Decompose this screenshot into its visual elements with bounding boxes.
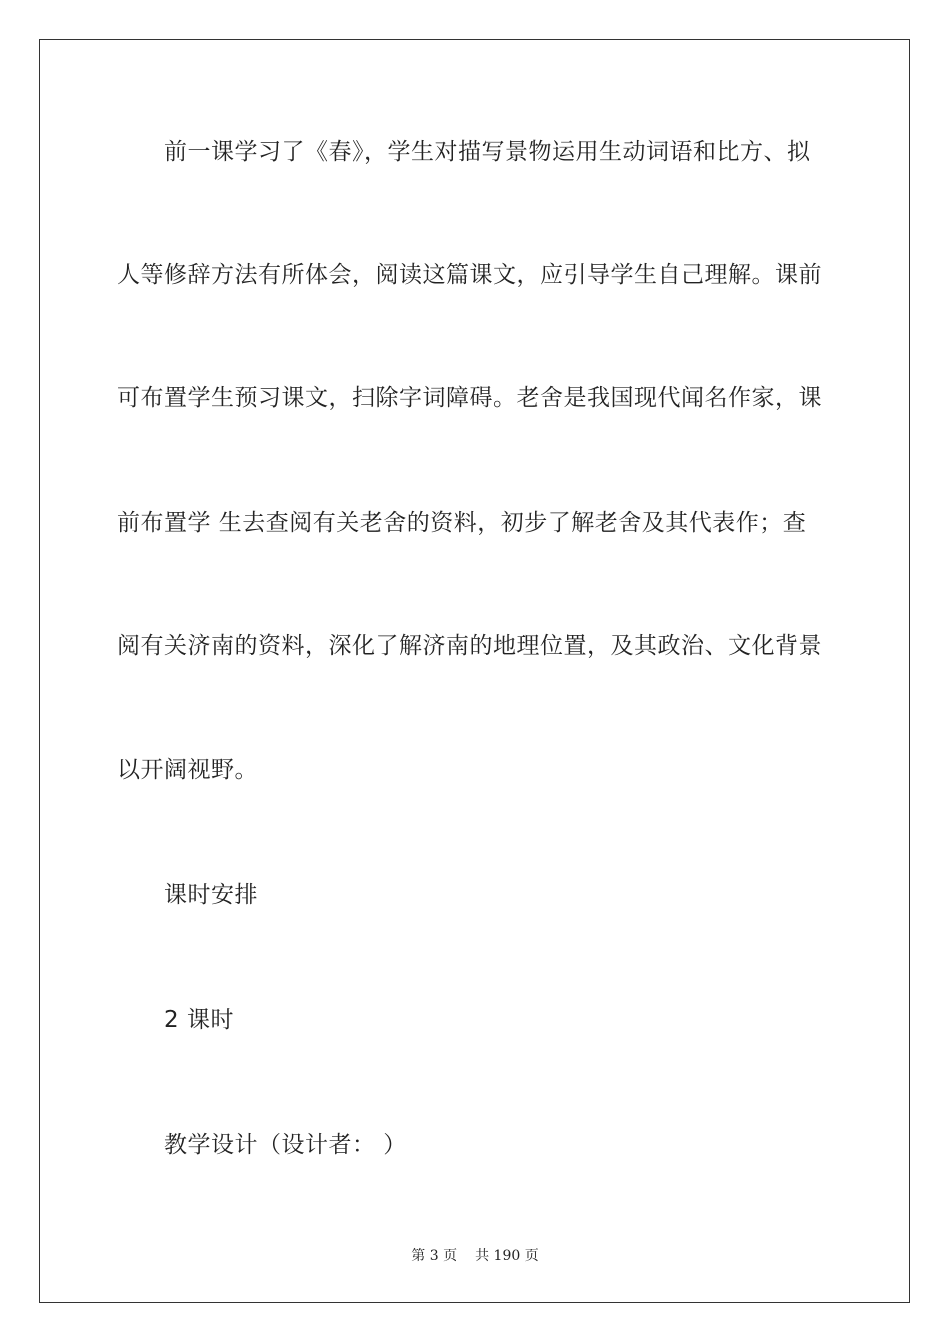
page-footer [0, 1247, 950, 1265]
page-number: 第 3 页 [411, 1248, 458, 1264]
paragraph-line-3: 可布置学生预习课文，扫除字词障碍。老舍是我国现代闻名作家，课 [117, 385, 822, 411]
paragraph-line-1: 前一课学习了《春》，学生对描写景物运用生动词语和比方、拟 [164, 139, 811, 165]
paragraph-line-4: 前布置学 生去查阅有关老舍的资料，初步了解老舍及其代表作；查 [117, 510, 807, 536]
paragraph-line-6: 以开阔视野。 [117, 757, 258, 783]
page-total: 共 190 页 [475, 1248, 539, 1264]
design-line: 教学设计（设计者： ） [164, 1132, 407, 1158]
paragraph-line-2: 人等修辞方法有所体会，阅读这篇课文，应引导学生自己理解。课前 [117, 262, 822, 288]
paragraph-line-5: 阅有关济南的资料，深化了解济南的地理位置，及其政治、文化背景 [117, 633, 822, 659]
section-heading: 课时安排 [164, 882, 258, 908]
section-value: 2 课时 [164, 1007, 234, 1033]
page-border [39, 39, 910, 1303]
